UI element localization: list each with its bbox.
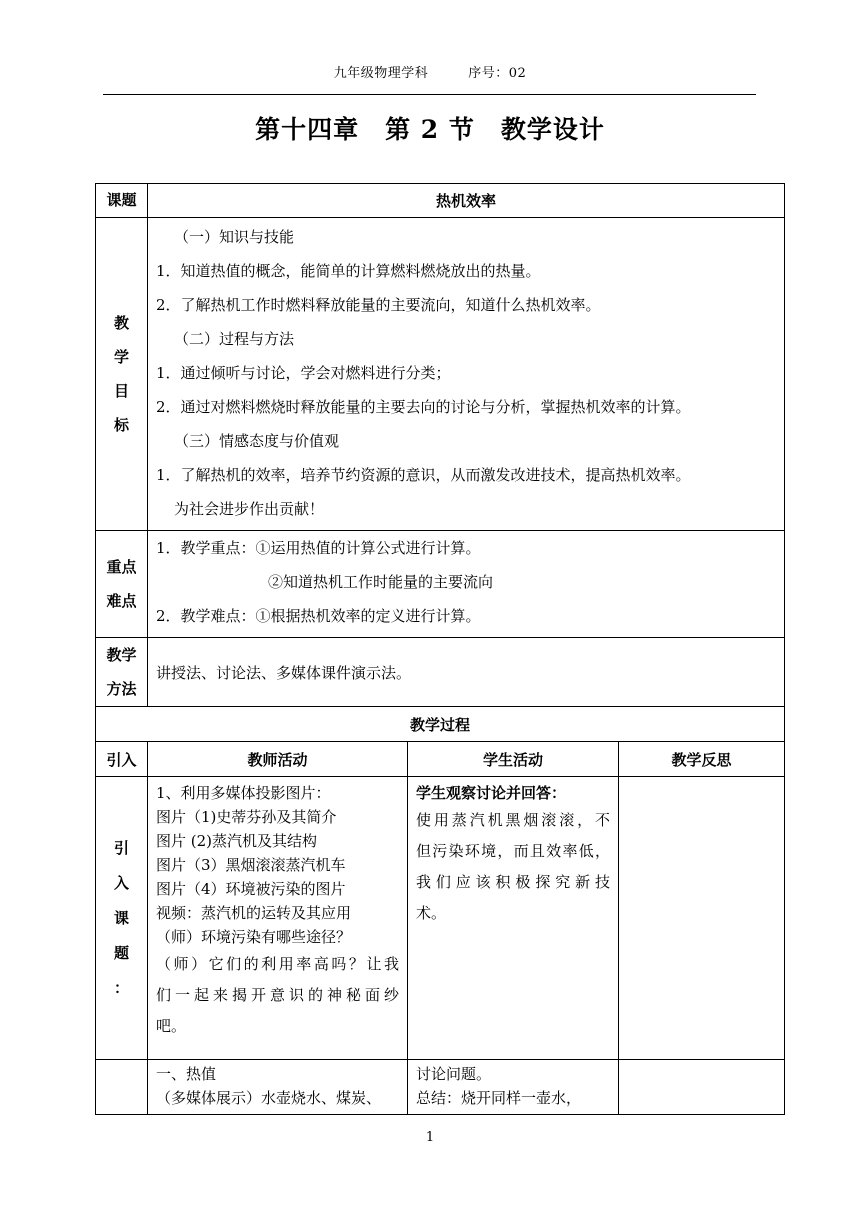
header-serial: 序号：02 — [468, 66, 527, 81]
page-number: 1 — [425, 1130, 435, 1145]
column-header-student: 学生活动 — [408, 742, 619, 777]
method-value: 讲授法、讨论法、多媒体课件演示法。 — [148, 638, 785, 707]
objectives-row — [96, 218, 785, 531]
teacher-line: （师）环境污染有哪些途径？ — [156, 928, 352, 946]
key-points-row — [96, 531, 785, 638]
teacher-line: 1、利用多媒体投影图片： — [156, 784, 331, 802]
teacher-line: 一、热值 — [156, 1065, 217, 1083]
student-heading: 学生观察讨论并回答： — [416, 784, 567, 802]
student-line: 术。 — [416, 904, 447, 922]
intro-student-activity — [408, 777, 619, 1060]
intro-label: 引 入 课 题 ： — [96, 777, 148, 1060]
topic-value: 热机效率 — [148, 184, 785, 218]
lesson-plan-table — [95, 183, 785, 1115]
objectives-label: 教 学 目 标 — [96, 218, 148, 531]
intro-teacher-activity — [148, 777, 408, 1060]
objective-line: 2．了解热机工作时燃料释放能量的主要流向，知道什么热机效率。 — [156, 296, 601, 314]
process-columns-row — [96, 742, 785, 777]
teacher-line: 图片 (2)蒸汽机及其结构 — [156, 832, 318, 850]
student-line: 使用蒸汽机黑烟滚滚，不 — [416, 811, 610, 829]
objectives-content — [148, 218, 785, 531]
teacher-line: （多媒体展示）水壶烧水、煤炭、 — [156, 1089, 382, 1107]
teacher-line: 图片（4）环境被污染的图片 — [156, 880, 346, 898]
process-header-row — [96, 707, 785, 742]
key-point-line: 1．教学重点：①运用热值的计算公式进行计算。 — [156, 539, 481, 557]
objective-line: 为社会进步作出贡献！ — [174, 500, 325, 518]
page-header — [0, 62, 860, 81]
topic-row — [96, 184, 785, 218]
objective-line: 1．知道热值的概念，能简单的计算燃料燃烧放出的热量。 — [156, 262, 541, 280]
key-points-label: 重点 难点 — [96, 531, 148, 638]
column-header-teacher: 教师活动 — [148, 742, 408, 777]
method-row — [96, 638, 785, 707]
teacher-line: 图片（1)史蒂芬孙及其简介 — [156, 808, 337, 826]
student-line: 但污染环境，而且效率低， — [416, 842, 610, 860]
document-title: 第十四章 第 2 节 教学设计 — [255, 115, 605, 144]
topic-label: 课题 — [96, 184, 148, 218]
column-header-intro: 引入 — [96, 742, 148, 777]
header-subject: 九年级物理学科 — [333, 66, 429, 81]
column-header-reflection: 教学反思 — [619, 742, 785, 777]
key-points-content — [148, 531, 785, 638]
student-line: 讨论问题。 — [416, 1065, 492, 1083]
objective-line: （三）情感态度与价值观 — [174, 432, 340, 450]
objective-line: 1．通过倾听与讨论，学会对燃料进行分类； — [156, 364, 451, 382]
process-header: 教学过程 — [96, 707, 785, 742]
key-point-line: 2．教学难点：①根据热机效率的定义进行计算。 — [156, 607, 481, 625]
teacher-line: 视频：蒸汽机的运转及其应用 — [156, 904, 352, 922]
teacher-line: 吧。 — [156, 1017, 187, 1035]
teacher-line: 们一起来揭开意识的神秘面纱 — [156, 986, 399, 1004]
heat-value-label — [96, 1060, 148, 1115]
heat-value-reflection — [619, 1060, 785, 1115]
objective-line: （二）过程与方法 — [174, 330, 295, 348]
heat-value-student-activity — [408, 1060, 619, 1115]
objective-line: 1．了解热机的效率，培养节约资源的意识，从而激发改进技术，提高热机效率。 — [156, 466, 691, 484]
student-line: 我们应该积极探究新技 — [416, 873, 610, 891]
teacher-line: 图片（3）黑烟滚滚蒸汽机车 — [156, 856, 346, 874]
objective-line: 2．通过对燃料燃烧时释放能量的主要去向的讨论与分析，掌握热机效率的计算。 — [156, 398, 691, 416]
key-point-line: ②知道热机工作时能量的主要流向 — [268, 573, 494, 591]
student-line: 总结：烧开同样一壶水， — [416, 1089, 582, 1107]
header-rule — [103, 94, 756, 95]
heat-value-teacher-activity — [148, 1060, 408, 1115]
intro-reflection — [619, 777, 785, 1060]
intro-row — [96, 777, 785, 1060]
objective-line: （一）知识与技能 — [174, 228, 295, 246]
heat-value-row — [96, 1060, 785, 1115]
method-label: 教学 方法 — [96, 638, 148, 707]
teacher-line: （师）它们的利用率高吗？让我 — [156, 955, 399, 973]
